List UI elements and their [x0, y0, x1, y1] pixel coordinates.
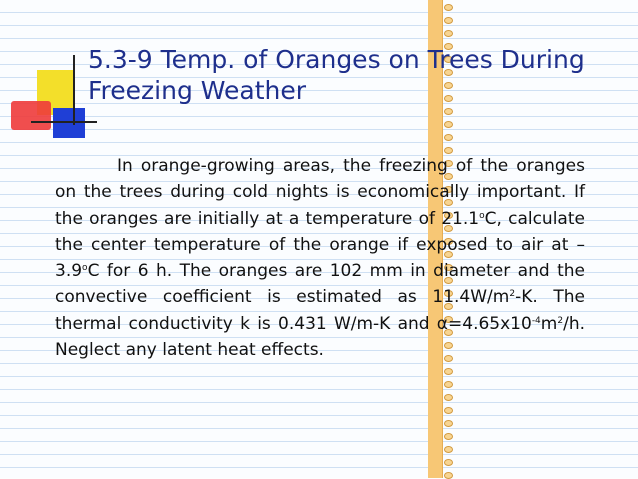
spiral-ring — [444, 446, 453, 453]
degree-superscript: o — [479, 210, 485, 221]
decorative-red-square — [11, 101, 51, 130]
squared-superscript: 2 — [509, 289, 516, 300]
degree-superscript: o — [82, 263, 88, 274]
alpha-symbol: α — [436, 313, 449, 334]
spiral-ring — [444, 433, 453, 440]
spiral-ring — [444, 30, 453, 37]
decorative-blue-square — [53, 108, 85, 138]
body-segment: m — [540, 313, 558, 334]
spiral-ring — [444, 368, 453, 375]
slide-title — [88, 44, 608, 106]
body-segment: /h. Neglect any latent heat effects. — [55, 313, 585, 361]
body-segment: -K. The thermal conductivity k is 0.431 W/m-K and — [55, 287, 585, 334]
spiral-ring — [444, 394, 453, 401]
slide-title-line1: 5.3-9 Temp. of Oranges on Trees During — [88, 45, 585, 74]
body-segment: =4.65x10 — [448, 313, 532, 334]
spiral-ring — [444, 134, 453, 141]
spiral-ring — [444, 459, 453, 466]
spiral-ring — [444, 108, 453, 115]
decorative-horizontal-line — [31, 121, 97, 123]
body-segment: C, calculate the center temperature of the orange if exposed to air at –3.9 — [55, 208, 585, 282]
spiral-ring — [444, 4, 453, 11]
spiral-ring — [444, 407, 453, 414]
exponent-superscript: -4 — [531, 315, 541, 326]
spiral-ring — [444, 420, 453, 427]
body-segment: C for 6 h. The oranges are 102 mm in diameter and the convective coefficient is estimated as 11.4W/m — [55, 261, 585, 308]
problem-statement — [55, 153, 585, 363]
slide-title-line2: Freezing Weather — [88, 76, 307, 105]
spiral-ring — [444, 381, 453, 388]
body-segment: In orange-growing areas, the freezing of the oranges on the trees during cold nights is economically important. If the oranges are initially at a temperature of 21.1 — [55, 156, 585, 229]
spiral-ring — [444, 17, 453, 24]
decorative-vertical-line — [73, 55, 75, 125]
squared-superscript: 2 — [557, 315, 564, 326]
spiral-ring — [444, 121, 453, 128]
